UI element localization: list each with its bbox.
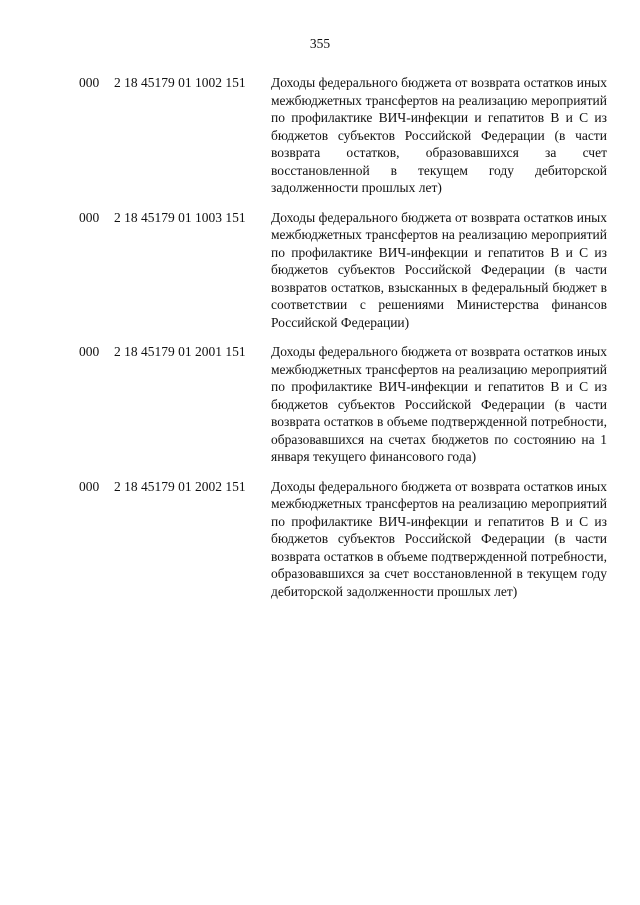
entry-description: Доходы федерального бюджета от возврата остатков иных межбюджетных трансфертов на реализацию мероприятий по профилактике ВИЧ-инфекции и гепатитов В и С из бюджетов субъектов Российской Федерации (в части возврата остатков в объеме подтвержденной потребности, образовавшихся за счет восстановленной в текущем году дебиторской задолженности прошлых лет) — [271, 478, 607, 599]
classification-code: 2 18 45179 01 1002 151 — [114, 75, 246, 90]
classification-code: 2 18 45179 01 2001 151 — [114, 344, 246, 359]
entry-description: Доходы федерального бюджета от возврата остатков иных межбюджетных трансфертов на реализацию мероприятий по профилактике ВИЧ-инфекции и гепатитов В и С из бюджетов субъектов Российской Федерации (в части возврата остатков в объеме подтвержденной потребности, образовавшихся на счетах бюджетов по состоянию на 1 января текущего финансового года) — [271, 344, 607, 464]
administrator-code: 000 — [79, 75, 100, 90]
budget-code-entry — [0, 74, 640, 197]
classification-code: 2 18 45179 01 2002 151 — [114, 478, 246, 494]
budget-code-list — [0, 74, 640, 612]
budget-code-entry — [0, 478, 640, 601]
entry-description: Доходы федерального бюджета от возврата остатков иных межбюджетных трансфертов на реализацию мероприятий по профилактике ВИЧ-инфекции и гепатитов В и С из бюджетов субъектов Российской Федерации (в части возврата остатков, образовавшихся за счет восстановленной в текущем году дебиторской задолженности прошлых лет) — [271, 75, 607, 195]
page-number: 355 — [309, 36, 331, 51]
entry-description: Доходы федерального бюджета от возврата остатков иных межбюджетных трансфертов на реализацию мероприятий по профилактике ВИЧ-инфекции и гепатитов В и С из бюджетов субъектов Российской Федерации (в части возвратов остатков, взысканных в федеральный бюджет в соответствии с решениями Министерства финансов Российской Федерации) — [271, 209, 607, 330]
administrator-code: 000 — [79, 478, 100, 494]
administrator-code: 000 — [79, 209, 100, 225]
budget-code-entry — [0, 343, 640, 466]
budget-code-entry — [0, 209, 640, 332]
administrator-code: 000 — [79, 344, 100, 359]
classification-code: 2 18 45179 01 1003 151 — [114, 209, 246, 225]
